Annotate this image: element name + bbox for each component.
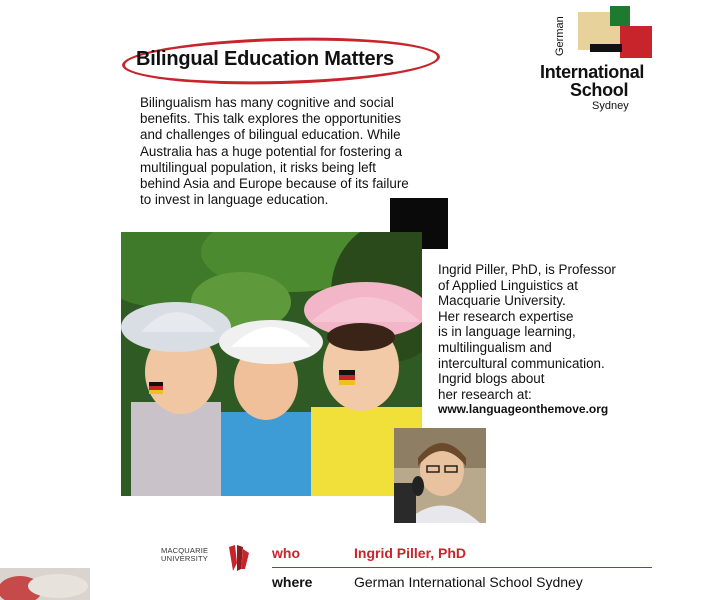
children-with-hats-photo xyxy=(121,232,422,496)
intro-paragraph: Bilingualism has many cognitive and social benefits. This talk explores the opportunities and challenges of bilingual education. While Australia has a huge potential for fostering a multilingual population, it risks being left behind Asia and Europe because of its failure to invest in language education. xyxy=(140,95,409,208)
where-label: where xyxy=(272,574,313,590)
logo-word-sydney: Sydney xyxy=(592,100,629,112)
footer-divider xyxy=(272,567,652,568)
bio-line: of Applied Linguistics at xyxy=(438,277,578,293)
who-value: Ingrid Piller, PhD xyxy=(354,545,467,561)
logo-word-international: International xyxy=(540,62,645,82)
speaker-bio xyxy=(438,262,678,418)
logo-word-school: School xyxy=(570,80,629,100)
university-name: MACQUARIE UNIVERSITY xyxy=(161,546,209,563)
uni-logo-mark xyxy=(229,545,237,571)
bio-line: her research at: xyxy=(438,386,532,402)
bio-line: Macquarie University. xyxy=(438,293,566,309)
bio-line: Her research expertise xyxy=(438,308,574,324)
who-label: who xyxy=(272,545,300,561)
cropped-image-fragment xyxy=(0,568,90,600)
speaker-portrait-photo xyxy=(394,428,486,523)
bio-line: Ingrid blogs about xyxy=(438,371,545,387)
logo-red-block xyxy=(620,26,652,58)
bio-line: Ingrid Piller, PhD, is Professor xyxy=(438,262,616,277)
page-title: Bilingual Education Matters xyxy=(136,48,394,70)
bio-line: intercultural communication. xyxy=(438,355,605,371)
logo-black-bar xyxy=(590,44,622,52)
logo-word-german: German xyxy=(554,16,566,56)
bio-line: is in language learning, xyxy=(438,324,576,340)
blog-link[interactable]: www.languageonthemove.org xyxy=(438,402,609,417)
where-value: German International School Sydney xyxy=(354,574,583,590)
bio-line: multilingualism and xyxy=(438,339,552,355)
logo-green-block xyxy=(610,6,630,26)
